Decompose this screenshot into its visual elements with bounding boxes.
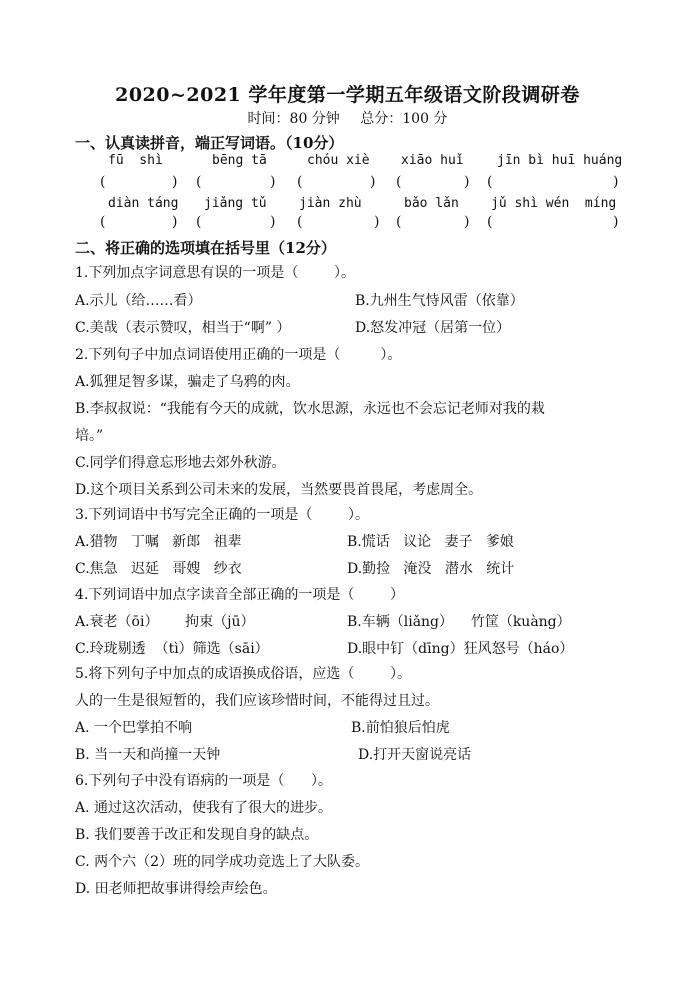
q6-option-c: C. 两个六（2）班的同学成功竞选上了大队委。	[75, 854, 370, 870]
pinyin-8: jiàn zhù	[299, 196, 362, 211]
pinyin-9: bǎo lǎn	[404, 196, 459, 211]
q2-option-a: A.狐狸足智多谋，骗走了乌鸦的肉。	[75, 374, 300, 390]
pinyin-7: jiǎng tǔ	[204, 196, 267, 211]
q2-stem: 2.下列句子中加点词语使用正确的一项是（ ）。	[75, 347, 402, 363]
q6-option-b: B. 我们要善于改正和发现自身的缺点。	[75, 827, 319, 843]
pinyin-6: diàn táng	[108, 196, 179, 211]
answer-bracket-5-open: (	[487, 174, 493, 190]
answer-bracket-8-open: (	[297, 214, 303, 230]
q5-stem: 5.将下列句子中加点的成语换成俗语，应选（ ）。	[75, 666, 411, 682]
exam-time: 时间：80 分钟	[247, 111, 340, 127]
section1-heading: 一、认真读拼音，端正写词语。（10分）	[75, 134, 344, 152]
pinyin-3: chóu xiè	[307, 153, 370, 168]
answer-bracket-3-open: (	[297, 174, 303, 190]
q1-option-c: C.美哉（表示赞叹，相当于“啊” ）	[75, 320, 291, 336]
q1-stem: 1.下列加点字词意思有误的一项是（ ）。	[75, 265, 355, 281]
answer-bracket-7-open: (	[196, 214, 202, 230]
answer-bracket-4-open: (	[396, 174, 402, 190]
answer-bracket-6-open: (	[100, 214, 106, 230]
q2-option-c: C.同学们得意忘形地去郊外秋游。	[75, 455, 286, 471]
q5-option-c: B. 当一天和尚撞一天钟	[75, 747, 221, 763]
exam-score: 总分：100 分	[360, 111, 448, 127]
answer-bracket-5-close: )	[613, 174, 619, 190]
q6-stem: 6.下列句子中没有语病的一项是（ ）。	[75, 773, 333, 789]
pinyin-10: jǔ shì wén míng	[491, 196, 617, 211]
q4-option-a: A.衰老（ōi） 拘束（jū）	[75, 614, 255, 630]
q3-option-d: D.勤捡 淹没 潜水 统计	[347, 561, 515, 577]
pinyin-5: jīn bì huī huáng	[497, 153, 623, 168]
answer-bracket-10-close: )	[613, 214, 619, 230]
answer-bracket-6-close: )	[172, 214, 178, 230]
q3-stem: 3.下列词语中书写完全正确的一项是（ ）。	[75, 507, 369, 523]
answer-bracket-10-open: (	[487, 214, 493, 230]
answer-bracket-1-close: )	[172, 174, 178, 190]
q4-option-c: C.玲珑剔透 （tì）筛选（sāi）	[75, 641, 269, 657]
q3-option-a: A.猎物 丁嘱 新郎 祖辈	[75, 534, 242, 550]
q3-option-c: C.焦急 迟延 哥嫂 纱衣	[75, 561, 242, 577]
q1-option-d: D.怒发冲冠（居第一位）	[355, 320, 511, 336]
q2-option-b-line1: B.李叔叔说：“我能有今天的成就，饮水思源，永远也不会忘记老师对我的栽	[75, 401, 545, 417]
q1-option-b: B.九州生气恃风雷（依靠）	[355, 293, 524, 309]
answer-bracket-8-close: )	[374, 214, 380, 230]
answer-bracket-2-close: )	[270, 174, 276, 190]
q4-stem: 4.下列词语中加点字读音全部正确的一项是（ ）	[75, 587, 404, 603]
answer-bracket-9-open: (	[396, 214, 402, 230]
q4-option-b: B.车辆（liǎng） 竹筐（kuàng）	[347, 614, 571, 630]
answer-bracket-2-open: (	[196, 174, 202, 190]
q1-option-a: A.示儿（给……看）	[75, 293, 202, 309]
q2-option-b-line2: 培。”	[75, 428, 104, 444]
q5-option-a: A. 一个巴掌拍不响	[75, 720, 193, 736]
answer-bracket-1-open: (	[100, 174, 106, 190]
pinyin-1: fū shì	[108, 153, 163, 168]
q6-option-a: A. 通过这次活动，使我有了很大的进步。	[75, 800, 333, 816]
q5-sentence: 人的一生是很短暂的，我们应该珍惜时间，不能得过且过。	[75, 693, 439, 709]
answer-bracket-7-close: )	[270, 214, 276, 230]
exam-meta	[0, 108, 695, 128]
q2-option-d: D.这个项目关系到公司未来的发展，当然要畏首畏尾，考虑周全。	[75, 482, 483, 498]
q5-option-b: B.前怕狼后怕虎	[351, 720, 450, 736]
section2-heading: 二、将正确的选项填在括号里（12分）	[75, 239, 336, 257]
q5-option-d: D.打开天窗说亮话	[358, 747, 472, 763]
q3-option-b: B.慌话 议论 妻子 爹娘	[347, 534, 514, 550]
answer-bracket-3-close: )	[370, 174, 376, 190]
answer-bracket-9-close: )	[464, 214, 470, 230]
answer-bracket-4-close: )	[464, 174, 470, 190]
pinyin-4: xiāo huǐ	[401, 153, 464, 168]
q6-option-d: D. 田老师把故事讲得绘声绘色。	[75, 881, 277, 897]
q4-option-d: D.眼中钉（dīng）狂风怒号（háo）	[347, 641, 574, 657]
page-title: 2020~2021 学年度第一学期五年级语文阶段调研卷	[115, 84, 580, 106]
pinyin-2: bēng tā	[212, 153, 267, 168]
